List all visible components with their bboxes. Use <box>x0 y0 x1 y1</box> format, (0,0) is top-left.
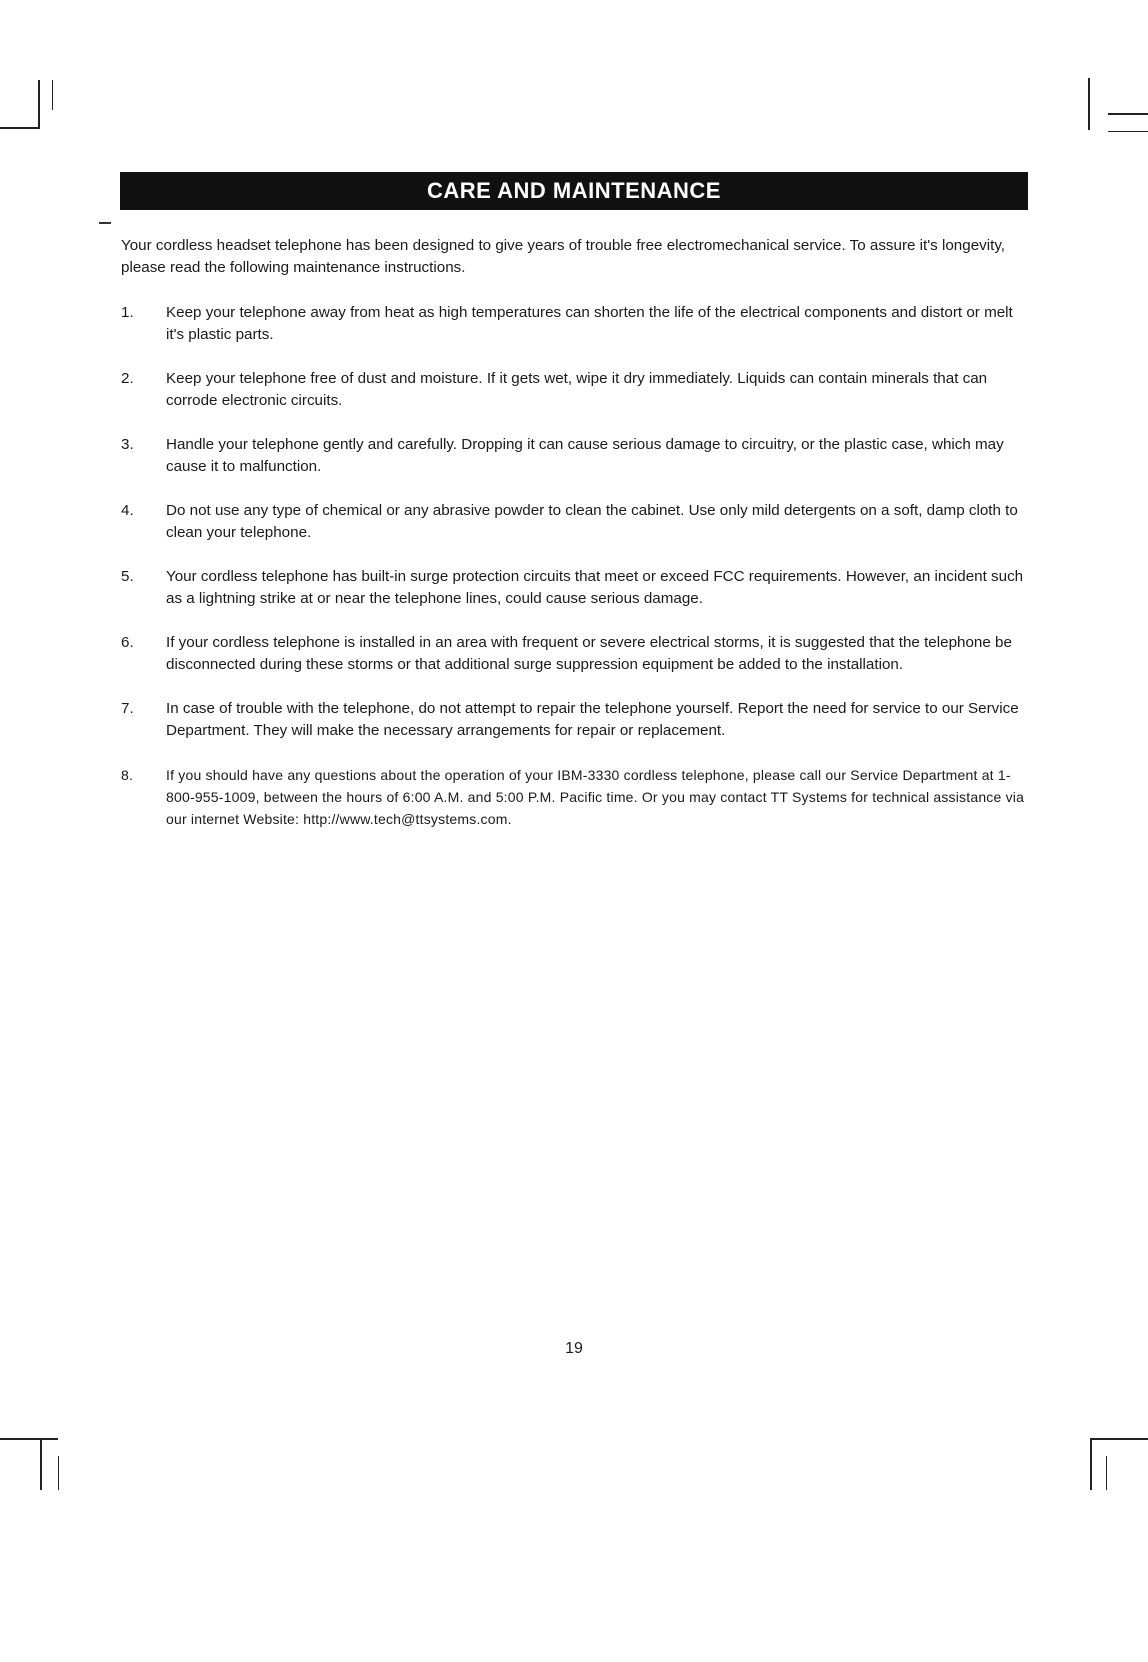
item-number: 4. <box>121 502 134 519</box>
crop-mark-bottom-right-h <box>1090 1438 1148 1440</box>
list-item <box>121 500 1029 544</box>
list-item <box>121 566 1029 610</box>
crop-mark-bottom-right-v <box>1090 1438 1092 1490</box>
item-text: In case of trouble with the telephone, do not attempt to repair the telephone yourself. Report the need for service to our Service Department. They will make the necessary arrangements for repair or replacement. <box>166 700 1019 739</box>
crop-mark-top-left-h <box>0 127 40 129</box>
item-text: Handle your telephone gently and carefully. Dropping it can cause serious damage to circuitry, or the plastic case, which may cause it to malfunction. <box>166 436 1004 475</box>
item-number: 5. <box>121 568 134 585</box>
item-number: 6. <box>121 634 134 651</box>
crop-mark-top-right-h2 <box>1108 131 1148 132</box>
crop-mark-bottom-left-v <box>40 1438 42 1490</box>
item-number: 7. <box>121 700 134 717</box>
list-item <box>121 698 1029 742</box>
maintenance-list <box>121 302 1029 852</box>
item-text: If you should have any questions about the operation of your IBM-3330 cordless telephone, please call our Service Department at 1-800-955-1009, between the hours of 6:00 A.M. and 5:00 P.M. Pacific time. Or you may contact TT Systems for technical assistance via our internet Website: http://www.tech@ttsystems.com. <box>166 767 1025 827</box>
section-header-banner <box>120 172 1028 210</box>
item-number: 8. <box>121 767 134 783</box>
margin-dash <box>99 222 111 224</box>
item-text: Your cordless telephone has built-in surge protection circuits that meet or exceed FCC requirements. However, an incident such as a lightning strike at or near the telephone lines, could cause serious damage. <box>166 568 1024 607</box>
crop-mark-top-left-v2 <box>52 80 53 110</box>
crop-mark-top-left-v <box>38 80 40 128</box>
item-text: If your cordless telephone is installed in an area with frequent or severe electrical storms, it is suggested that the telephone be disconnected during these storms or that additional surge suppression equipment be added to the installation. <box>166 634 1012 673</box>
item-number: 1. <box>121 304 134 321</box>
list-item <box>121 632 1029 676</box>
crop-mark-top-right-h <box>1108 113 1148 115</box>
list-item <box>121 434 1029 478</box>
crop-mark-bottom-right-v2 <box>1106 1456 1107 1490</box>
item-text: Do not use any type of chemical or any abrasive powder to clean the cabinet. Use only mild detergents on a soft, damp cloth to clean your telephone. <box>166 502 1018 541</box>
intro-paragraph: Your cordless headset telephone has been designed to give years of trouble free electromechanical service. To assure it's longevity, please read the following maintenance instructions. <box>121 237 1006 276</box>
crop-mark-bottom-left-h <box>0 1438 58 1440</box>
item-number: 3. <box>121 436 134 453</box>
list-item <box>121 368 1029 412</box>
page-number: 19 <box>565 1340 583 1357</box>
crop-mark-top-right-v <box>1088 78 1090 130</box>
crop-mark-bottom-left-v2 <box>58 1456 59 1490</box>
section-title: CARE AND MAINTENANCE <box>427 178 721 203</box>
list-item <box>121 764 1029 830</box>
item-text: Keep your telephone away from heat as high temperatures can shorten the life of the electrical components and distort or melt it's plastic parts. <box>166 304 1013 343</box>
item-number: 2. <box>121 370 134 387</box>
list-item <box>121 302 1029 346</box>
item-text: Keep your telephone free of dust and moisture. If it gets wet, wipe it dry immediately. Liquids can contain minerals that can corrode electronic circuits. <box>166 370 988 409</box>
